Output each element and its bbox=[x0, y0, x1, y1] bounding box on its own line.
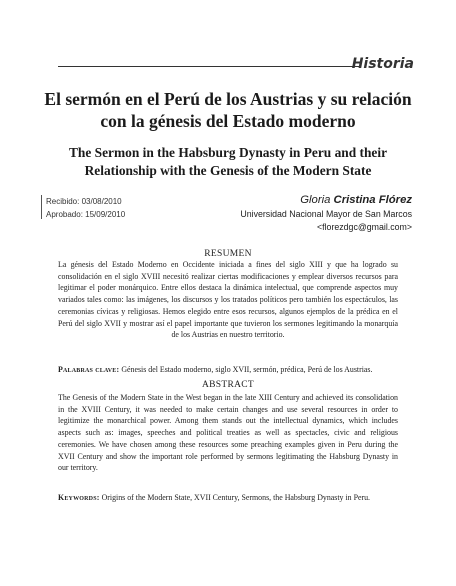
header-rule bbox=[58, 66, 360, 67]
author-affiliation: Universidad Nacional Mayor de San Marcos bbox=[240, 209, 412, 219]
keywords-spanish-text: Génesis del Estado moderno, siglo XVII, sermón, prédica, Perú de los Austrias. bbox=[121, 365, 373, 374]
author-last-names: Cristina Flórez bbox=[333, 194, 412, 206]
author-first-name: Gloria bbox=[300, 194, 331, 206]
resumen-body: La génesis del Estado Moderno en Occidente iniciada a fines del siglo XIII y que ha logrado su consolidación en el siglo XVIII necesitó realizar ciertas modificaciones y emplear diversos recursos para legitimar el poder monárquico. Entre ellos destaca la dinámica intelectual, que comprende aspectos muy variados tales como: las imágenes, los discursos y los tratados políticos pero también los espectáculos, las ceremonias cívicas y religiosas. Hemos elegido entre esos recursos, algunos ejemplos de la prédica en el Perú del siglo XVII y mostrar así el papel importante que tuvieron los sermones legitimando la monarquía de los Austrias en nuestro territorio. bbox=[58, 260, 398, 340]
dates-divider bbox=[41, 195, 42, 219]
abstract-heading: ABSTRACT bbox=[201, 380, 255, 390]
section-label: Historia bbox=[351, 56, 414, 72]
keywords-spanish bbox=[58, 364, 398, 376]
submission-dates bbox=[46, 195, 125, 221]
keywords-english-text: Origins of the Modern State, XVII Century, Sermons, the Habsburg Dynasty in Peru. bbox=[101, 493, 371, 502]
author-block bbox=[240, 193, 412, 234]
resumen-heading: RESUMEN bbox=[204, 249, 252, 259]
keywords-english-label: Keywords: bbox=[58, 493, 100, 502]
keywords-spanish-label: Palabras clave: bbox=[58, 365, 120, 374]
author-email: <florezdgc@gmail.com> bbox=[317, 222, 412, 232]
approved-date: Aprobado: 15/09/2010 bbox=[46, 210, 126, 219]
abstract-body: The Genesis of the Modern State in the West began in the late XIII Century and achieved its consolidation in the XVIII Century, it was needed to make certain changes and use several resources in order to legitimize the monarchical power. Among them stands out the intellectual dynamics, which includes aspects such as: images, speeches and political treaties as well as spectacles, civic and religious ceremonies. We have chosen among these resources some preaching examples given in Peru during the XVII Century and show the important role performed by sermons legitimating the Habsburg Dynasty in our territory. bbox=[58, 393, 398, 473]
title-spanish: El sermón en el Perú de los Austrias y su relación con la génesis del Estado moderno bbox=[44, 89, 412, 131]
received-date: Recibido: 03/08/2010 bbox=[46, 197, 122, 206]
keywords-english bbox=[58, 492, 398, 504]
title-english: The Sermon in the Habsburg Dynasty in Peru and their Relationship with the Genesis of the Modern State bbox=[68, 145, 388, 178]
author-name bbox=[240, 193, 412, 208]
